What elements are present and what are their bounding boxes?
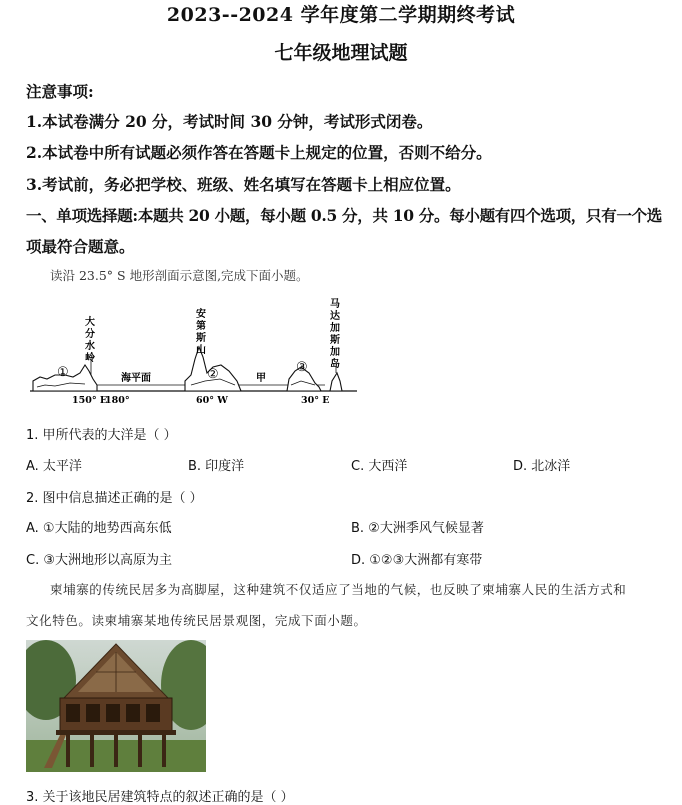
label-dafen-2: 分 [85, 329, 95, 340]
label-andes-4: 山 [196, 345, 206, 356]
passage-line1: 柬埔寨的传统民居多为高脚屋，这种建筑不仅适应了当地的气候，也反映了柬埔寨人民的生活方式和 [50, 582, 627, 597]
q2-option-c: C. ③大洲地形以高原为主 [26, 553, 172, 568]
label-circle-1: ① [57, 365, 69, 380]
label-andes-1: 安 [196, 309, 206, 320]
note-item-3: 3.考试前，务必把学校、班级、姓名填写在答题卡上相应位置。 [26, 175, 461, 194]
label-madagascar-5: 加 [330, 347, 340, 358]
label-madagascar-6: 岛 [330, 359, 340, 370]
section-heading-line2: 项最符合题意。 [26, 237, 135, 256]
passage-line2: 文化特色。读柬埔寨某地传统民居景观图，完成下面小题。 [26, 613, 367, 628]
label-andes-2: 第 [196, 321, 206, 332]
q3-stem: 3. 关于该地民居建筑特点的叙述正确的是（ ） [26, 790, 294, 805]
label-madagascar-3: 加 [330, 323, 340, 334]
label-sea-level: 海平面 [121, 373, 151, 384]
q2-option-d: D. ①②③大洲都有寒带 [351, 553, 483, 568]
label-lon-60w: 60° W [196, 395, 228, 406]
label-lon-180: 180° [105, 395, 130, 406]
note-item-1: 1.本试卷满分 20 分，考试时间 30 分钟，考试形式闭卷。 [26, 112, 433, 131]
terrain-profile-figure [25, 295, 365, 410]
label-lon-30e: 30° E [301, 395, 330, 406]
q1-option-b: B. 印度洋 [188, 459, 245, 474]
q1-stem: 1. 甲所代表的大洋是（ ） [26, 428, 177, 443]
figure-intro: 读沿 23.5° S 地形剖面示意图,完成下面小题。 [50, 268, 309, 283]
notes-heading: 注意事项: [26, 82, 94, 101]
label-madagascar-4: 斯 [330, 335, 340, 346]
label-dafen-1: 大 [85, 317, 95, 328]
q2-option-b: B. ②大洲季风气候显著 [351, 521, 484, 536]
stilt-house-photo [26, 640, 206, 772]
label-madagascar-2: 达 [330, 311, 340, 322]
q2-stem: 2. 图中信息描述正确的是（ ） [26, 491, 203, 506]
label-circle-2: ② [207, 367, 219, 382]
label-lon-150e: 150° E [72, 395, 108, 406]
label-andes-3: 斯 [196, 333, 206, 344]
exam-title: 2023--2024 学年度第二学期期终考试 [166, 4, 516, 26]
note-item-2: 2.本试卷中所有试题必须作答在答题卡上规定的位置，否则不给分。 [26, 143, 492, 162]
madagascar-landmass [330, 373, 342, 391]
exam-subtitle: 七年级地理试题 [274, 42, 408, 64]
label-jia: 甲 [256, 373, 266, 384]
label-dafen-4: 岭 [85, 353, 95, 364]
q1-option-d: D. 北冰洋 [513, 459, 571, 474]
label-circle-3: ③ [296, 360, 308, 375]
q1-option-c: C. 大西洋 [351, 459, 408, 474]
label-madagascar-1: 马 [330, 299, 340, 310]
q1-option-a: A. 太平洋 [26, 459, 82, 474]
label-dafen-3: 水 [85, 341, 95, 352]
q2-option-a: A. ①大陆的地势西高东低 [26, 521, 172, 536]
section-heading-line1: 一、单项选择题:本题共 20 小题，每小题 0.5 分，共 10 分。每小题有四个选项，只有一个选 [26, 206, 663, 225]
